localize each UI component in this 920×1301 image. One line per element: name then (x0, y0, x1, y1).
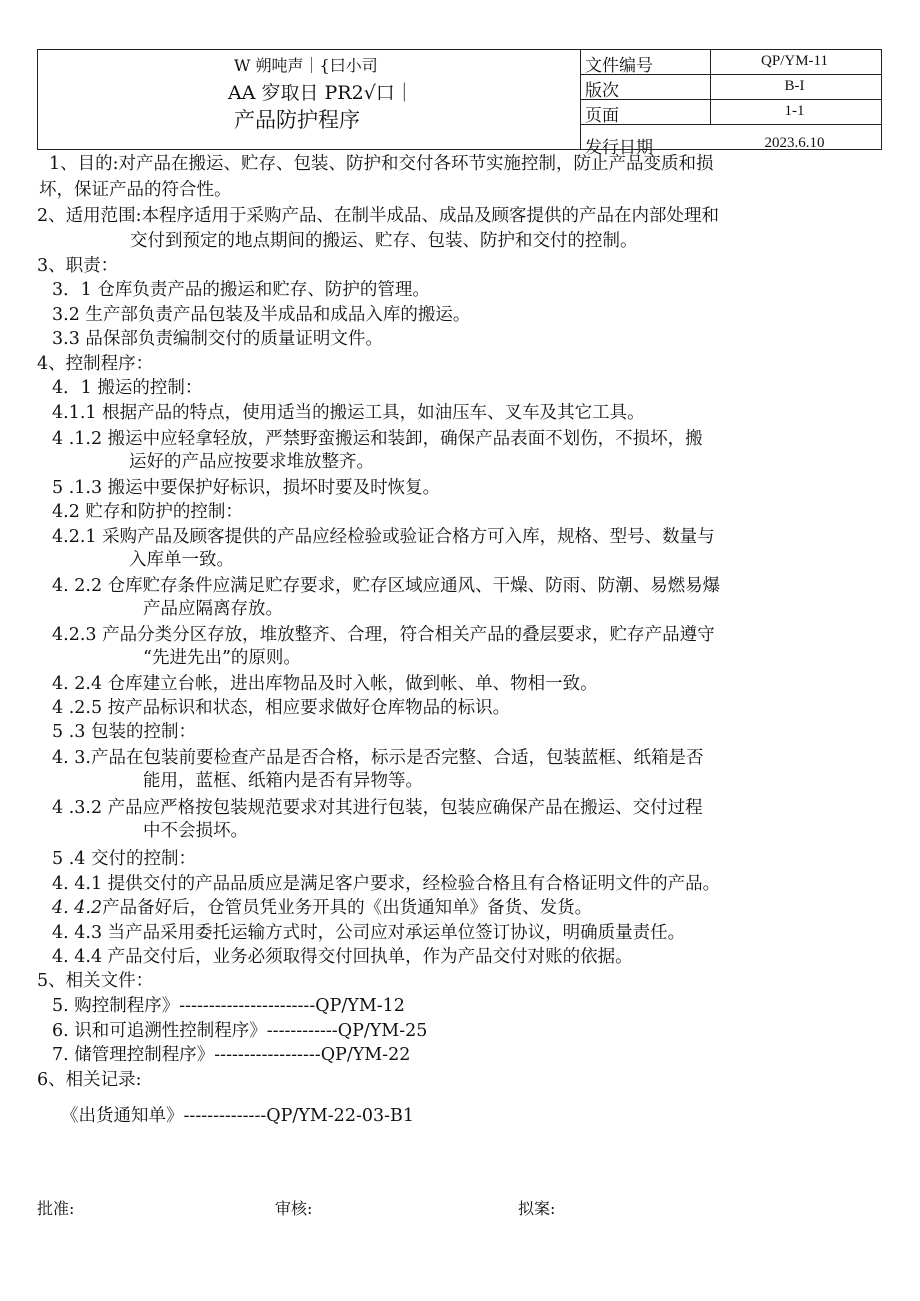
control-4-2-2-line1: 4. 2.2 仓库贮存条件应满足贮存要求，贮存区域应通风、干燥、防雨、防潮、易燃易爆 (52, 576, 721, 596)
control-4-3-2-line2: 中不会损坏。 (143, 821, 248, 841)
header-row-version (581, 75, 881, 100)
control-4-4-4: 4. 4.4 产品交付后，业务必须取得交付回执单，作为产品交付对账的依据。 (52, 947, 633, 967)
control-4-2-3-line2: “先进先出”的原则。 (143, 648, 301, 668)
control-4-4-1: 4. 4.1 提供交付的产品品质应是满足客户要求，经检验合格且有合格证明文件的产品。 (52, 874, 721, 894)
section-control-heading: 4、控制程序： (37, 354, 154, 374)
section-purpose-line1: 1、目的:对产品在搬运、贮存、包装、防护和交付各环节实施控制，防止产品变质和损 (49, 154, 714, 174)
control-4-1-3: 5 .1.3 搬运中要保护好标识，损坏时要及时恢复。 (52, 478, 441, 498)
header-row-page (581, 100, 881, 125)
control-4-3-heading: 5 .3 包装的控制： (52, 722, 196, 742)
header-subtitle: AA 穸取日 PR2√口｜ (228, 82, 414, 104)
control-4-2-1-line1: 4.2.1 采购产品及顾客提供的产品应经检验或验证合格方可入库，规格、型号、数量与 (52, 527, 715, 547)
doc-number-label: 文件编号 (585, 56, 653, 76)
approve-label: 批准: (37, 1199, 75, 1218)
document-header-table (37, 49, 882, 158)
control-4-4-2-text: 产品备好后，仓管员凭业务开具的《出货通知单》备货、发货。 (102, 898, 593, 918)
page-value: 1-1 (784, 103, 805, 119)
control-4-3-1-line2: 能用，蓝框、纸箱内是否有异物等。 (143, 771, 423, 791)
draft-label: 拟案: (518, 1199, 556, 1218)
control-4-1-heading: 4．1 搬运的控制： (52, 378, 203, 398)
issue-date-label: 发行日期 (585, 138, 653, 158)
section-purpose-line2: 坏，保证产品的符合性。 (39, 180, 232, 200)
doc-number-value: QP/YM-11 (761, 53, 828, 69)
header-title-block (38, 50, 581, 149)
control-4-4-2 (52, 897, 592, 919)
related-doc-3: 7. 储管理控制程序》------------------QP/YM-22 (52, 1045, 411, 1065)
header-row-issue-date (581, 125, 881, 158)
section-related-records-heading: 6、相关记录: (37, 1070, 142, 1090)
company-name: W 朔吨声｜{曰小司 (234, 56, 378, 75)
control-4-4-2-number: 4. 4.2 (52, 898, 103, 918)
control-4-2-2-line2: 产品应隔离存放。 (143, 599, 283, 619)
section-scope-line2: 交付到预定的地点期间的搬运、贮存、包装、防护和交付的控制。 (130, 231, 638, 251)
duty-item-3-1: 3．1 仓库负责产品的搬运和贮存、防护的管理。 (52, 280, 430, 300)
control-4-3-1-line1: 4. 3.产品在包装前要检查产品是否合格，标示是否完整、合适，包装蓝框、纸箱是否 (52, 748, 704, 768)
issue-date-value: 2023.6.10 (764, 135, 825, 151)
duty-item-3-2: 3.2 生产部负责产品包装及半成品和成品入库的搬运。 (52, 305, 471, 325)
related-record-1: 《出货通知单》--------------QP/YM-22-03-B1 (61, 1106, 415, 1126)
control-4-4-3: 4. 4.3 当产品采用委托运输方式时，公司应对承运单位签订协议，明确质量责任。 (52, 923, 686, 943)
version-label: 版次 (585, 81, 619, 101)
page-label: 页面 (585, 106, 619, 126)
control-4-3-2-line1: 4 .3.2 产品应严格按包装规范要求对其进行包装，包装应确保产品在搬运、交付过程 (52, 798, 703, 818)
control-4-2-heading: 4.2 贮存和防护的控制： (52, 502, 243, 522)
section-scope-line1: 2、适用范围:本程序适用于采购产品、在制半成品、成品及顾客提供的产品在内部处理和 (37, 206, 720, 226)
control-4-4-heading: 5 .4 交付的控制： (52, 849, 196, 869)
control-4-1-1: 4.1.1 根据产品的特点，使用适当的搬运工具，如油压车、叉车及其它工具。 (52, 403, 645, 423)
control-4-2-1-line2: 入库单一致。 (129, 550, 234, 570)
control-4-2-5: 4 .2.5 按产品标识和状态，相应要求做好仓库物品的标识。 (52, 698, 511, 718)
duty-item-3-3: 3.3 品保部负责编制交付的质量证明文件。 (52, 329, 383, 349)
control-4-2-4: 4. 2.4 仓库建立台帐，进出库物品及时入帐，做到帐、单、物相一致。 (52, 674, 598, 694)
version-value: B-I (784, 78, 805, 94)
control-4-1-2-line2: 运好的产品应按要求堆放整齐。 (129, 452, 374, 472)
header-row-doc-number (581, 50, 881, 75)
control-4-2-3-line1: 4.2.3 产品分类分区存放，堆放整齐、合理，符合相关产品的叠层要求，贮存产品遵守 (52, 625, 715, 645)
section-related-docs-heading: 5、相关文件： (37, 971, 154, 991)
document-title: 产品防护程序 (234, 108, 360, 132)
section-duty-heading: 3、职责： (37, 256, 119, 276)
review-label: 审核: (275, 1199, 313, 1218)
control-4-1-2-line1: 4 .1.2 搬运中应轻拿轻放，严禁野蛮搬运和装卸，确保产品表面不划伤，不损坏，搬 (52, 429, 703, 449)
related-doc-2: 6. 识和可追溯性控制程序》------------QP/YM-25 (52, 1021, 428, 1041)
related-doc-1: 5. 购控制程序》-----------------------QP/YM-12 (52, 996, 405, 1016)
